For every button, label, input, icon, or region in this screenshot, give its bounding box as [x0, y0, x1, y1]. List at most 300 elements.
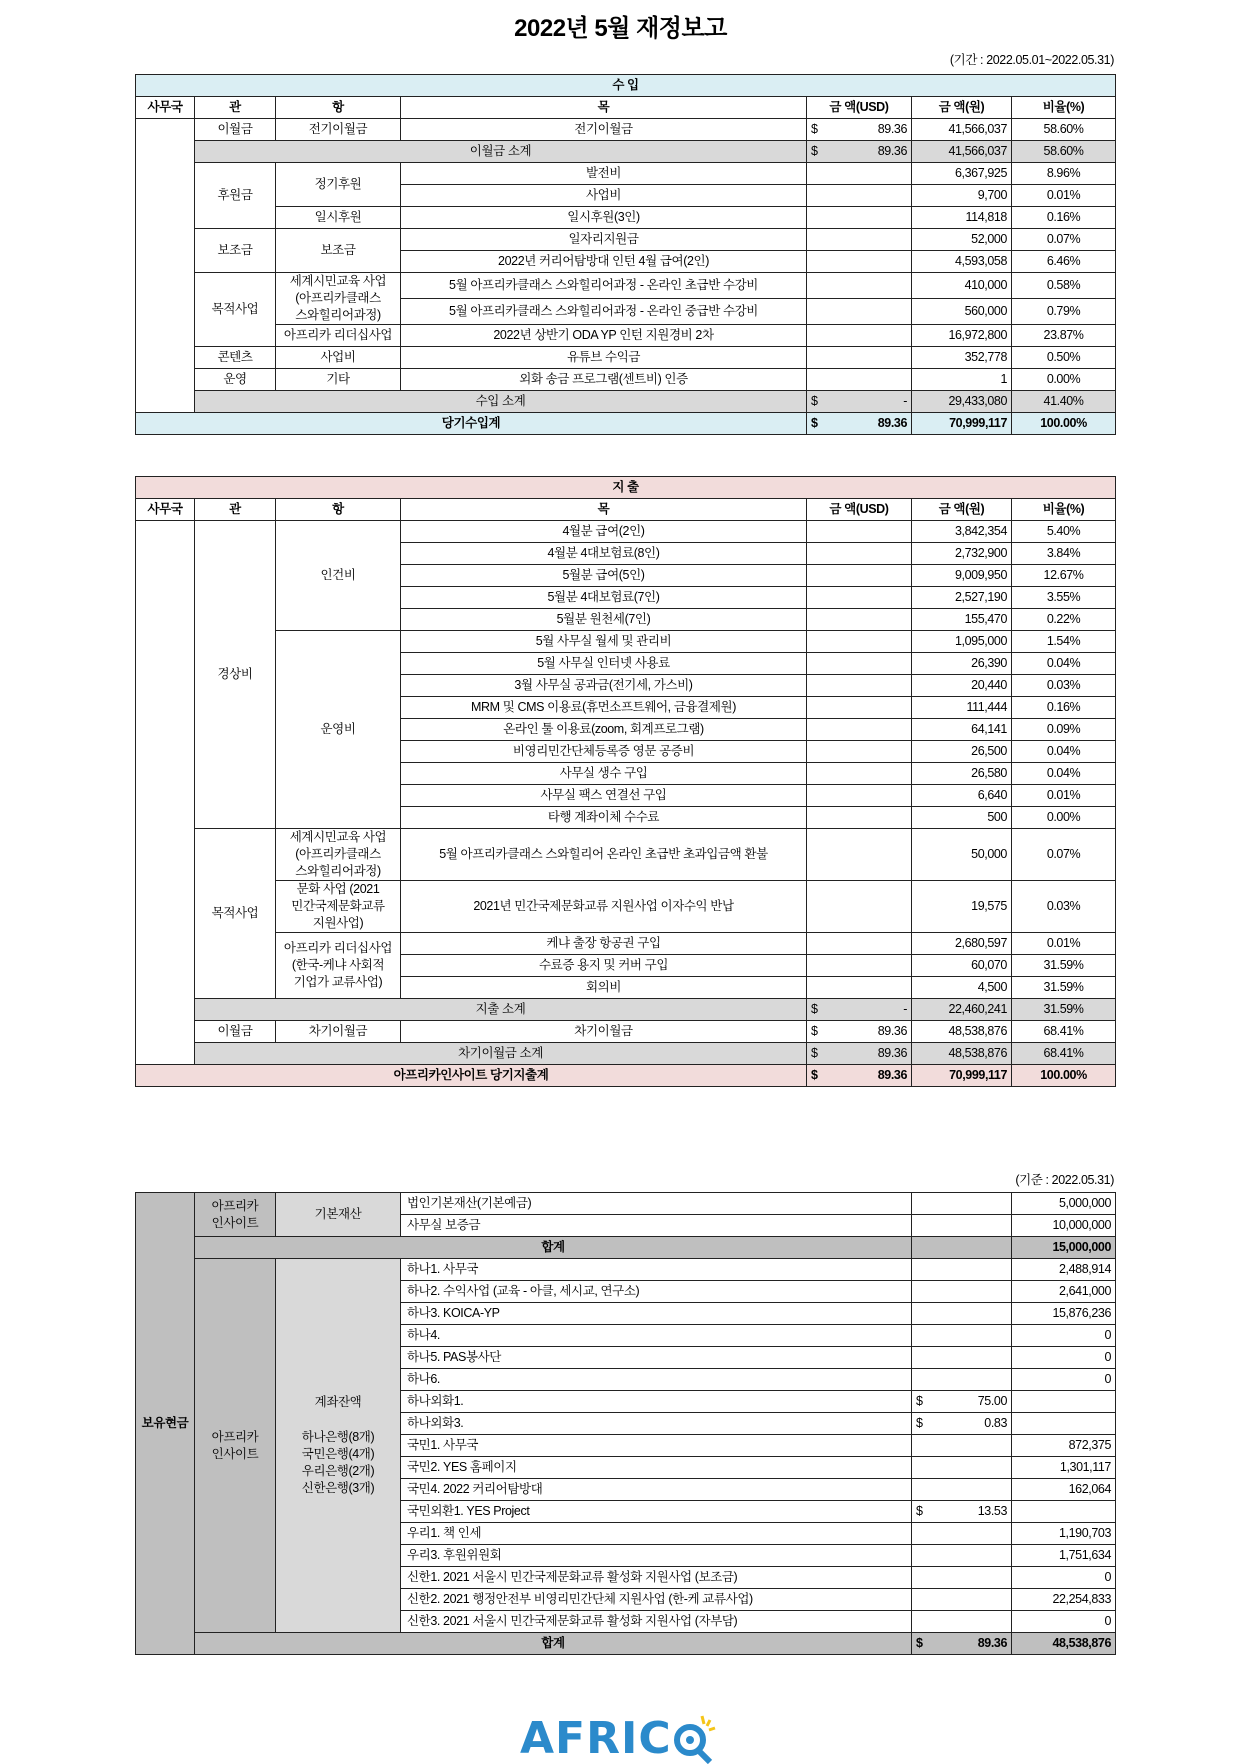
- ratio: 0.01%: [1012, 933, 1116, 955]
- krw-amount: 9,700: [912, 185, 1012, 207]
- krw-balance: 872,375: [1012, 1435, 1116, 1457]
- income-table: [135, 74, 1116, 435]
- mok-cell: 케냐 출장 항공권 구입: [401, 933, 807, 955]
- column-header-mok: 목: [401, 499, 807, 521]
- mok-cell: 일시후원(3인): [401, 207, 807, 229]
- krw-amount: 26,500: [912, 741, 1012, 763]
- ratio: 6.46%: [1012, 251, 1116, 273]
- krw-amount: 22,460,241: [912, 999, 1012, 1021]
- dollar-sign: $: [811, 394, 818, 408]
- account-name: 하나외화3.: [401, 1413, 912, 1435]
- krw-amount: 41,566,037: [912, 119, 1012, 141]
- usd-amount-cell: [807, 609, 912, 631]
- usd-amount-cell: [912, 1611, 1012, 1633]
- grand-total-row: [136, 1065, 1116, 1087]
- krw-amount: 64,141: [912, 719, 1012, 741]
- usd-amount-cell: [807, 185, 912, 207]
- usd-value: 89.36: [877, 1024, 907, 1038]
- account-name: 하나2. 수익사업 (교육 - 아클, 세시교, 연구소): [401, 1281, 912, 1303]
- usd-amount-cell: [912, 1259, 1012, 1281]
- krw-balance: 2,641,000: [1012, 1281, 1116, 1303]
- hang-cell: 세계시민교육 사업 (아프리카클래스 스와힐리어과정): [276, 829, 401, 881]
- usd-amount-cell: [912, 1589, 1012, 1611]
- krw-amount: 50,000: [912, 829, 1012, 881]
- ratio: 0.03%: [1012, 881, 1116, 933]
- usd-amount-cell: [807, 1021, 912, 1043]
- cash-sum-label: 합계: [195, 1237, 912, 1259]
- usd-amount-cell: [912, 1479, 1012, 1501]
- krw-amount: 4,500: [912, 977, 1012, 999]
- hang-cell: 인건비: [276, 521, 401, 631]
- krw-amount: 2,527,190: [912, 587, 1012, 609]
- table-row: [136, 325, 1116, 347]
- usd-amount-cell: [807, 543, 912, 565]
- column-header-gwan: 관: [195, 499, 276, 521]
- bank-count: 하나은행(8개): [301, 1430, 375, 1444]
- gwan-cell: 이월금: [195, 1021, 276, 1043]
- gwan-cell: 이월금: [195, 119, 276, 141]
- krw-amount: 560,000: [912, 299, 1012, 325]
- krw-balance: 0: [1012, 1369, 1116, 1391]
- gwan-cell: 목적사업: [195, 829, 276, 999]
- mok-cell: 4월분 4대보험료(8인): [401, 543, 807, 565]
- krw-balance: 0: [1012, 1347, 1116, 1369]
- account-name: 하나3. KOICA-YP: [401, 1303, 912, 1325]
- usd-value: 89.36: [977, 1636, 1007, 1650]
- krw-amount: 410,000: [912, 273, 1012, 299]
- logo-text: AFRIC: [520, 1712, 672, 1764]
- mok-cell: 5월 아프리카클래스 스와힐리어과정 - 온라인 중급반 수강비: [401, 299, 807, 325]
- krw-amount: 26,390: [912, 653, 1012, 675]
- usd-value: 89.36: [877, 1046, 907, 1060]
- gwan-cell: 운영: [195, 369, 276, 391]
- krw-amount: 41,566,037: [912, 141, 1012, 163]
- usd-amount-cell: [807, 675, 912, 697]
- usd-amount-cell: [807, 697, 912, 719]
- hang-cell: 보조금: [276, 229, 401, 273]
- mok-cell: 온라인 툴 이용료(zoom, 회계프로그램): [401, 719, 807, 741]
- mok-cell: 차기이월금: [401, 1021, 807, 1043]
- usd-amount-cell: [807, 785, 912, 807]
- krw-amount: 2,680,597: [912, 933, 1012, 955]
- grand-total-ratio: 100.00%: [1012, 413, 1116, 435]
- account-name: 하나4.: [401, 1325, 912, 1347]
- subtotal-label: 지출 소계: [195, 999, 807, 1021]
- krw-amount: 48,538,876: [912, 1043, 1012, 1065]
- account-name: 하나5. PAS봉사단: [401, 1347, 912, 1369]
- gwan-cell: 보조금: [195, 229, 276, 273]
- usd-amount-cell: [807, 163, 912, 185]
- account-name: 국민2. YES 홈페이지: [401, 1457, 912, 1479]
- hang-cell: 아프리카 리더십사업 (한국-케냐 사회적 기업가 교류사업): [276, 933, 401, 999]
- account-name: 사무실 보증금: [401, 1215, 912, 1237]
- ratio: 58.60%: [1012, 141, 1116, 163]
- krw-amount: 352,778: [912, 347, 1012, 369]
- office-cell: [136, 119, 195, 413]
- usd-amount-cell: [807, 299, 912, 325]
- org-cell: 아프리카 인사이트: [195, 1193, 276, 1237]
- expense-header-row: [136, 477, 1116, 499]
- usd-value: 13.53: [977, 1504, 1007, 1518]
- mok-cell: 사무실 팩스 연결선 구입: [401, 785, 807, 807]
- gwan-cell: 경상비: [195, 521, 276, 829]
- mok-cell: 타행 계좌이체 수수료: [401, 807, 807, 829]
- bank-count: 신한은행(3개): [301, 1481, 375, 1495]
- mok-cell: 4월분 급여(2인): [401, 521, 807, 543]
- ratio: 41.40%: [1012, 391, 1116, 413]
- usd-amount-cell: [807, 1043, 912, 1065]
- usd-amount-cell: [807, 229, 912, 251]
- mok-cell: 5월 사무실 월세 및 관리비: [401, 631, 807, 653]
- ratio: 0.04%: [1012, 741, 1116, 763]
- column-header-hang: 항: [276, 97, 401, 119]
- hang-cell: 전기이월금: [276, 119, 401, 141]
- krw-amount: 1: [912, 369, 1012, 391]
- gwan-cell: 콘텐츠: [195, 347, 276, 369]
- usd-amount-cell: [912, 1501, 1012, 1523]
- mok-cell: 외화 송금 프로그램(센트비) 인증: [401, 369, 807, 391]
- krw-amount: 2,732,900: [912, 543, 1012, 565]
- krw-amount: 52,000: [912, 229, 1012, 251]
- ratio: 0.16%: [1012, 207, 1116, 229]
- krw-balance: [1012, 1501, 1116, 1523]
- krw-balance: 10,000,000: [1012, 1215, 1116, 1237]
- usd-amount-cell: [807, 207, 912, 229]
- dollar-sign: $: [916, 1636, 923, 1650]
- hang-cell: 문화 사업 (2021 민간국제문화교류 지원사업): [276, 881, 401, 933]
- usd-amount-cell: [807, 587, 912, 609]
- magnifier-logo-icon: [672, 1712, 718, 1764]
- account-name: 우리3. 후원위원회: [401, 1545, 912, 1567]
- krw-amount: 4,593,058: [912, 251, 1012, 273]
- ratio: 68.41%: [1012, 1043, 1116, 1065]
- hang-cell: 기타: [276, 369, 401, 391]
- ratio: 8.96%: [1012, 163, 1116, 185]
- usd-amount-cell: [912, 1391, 1012, 1413]
- usd-amount-cell: [912, 1435, 1012, 1457]
- usd-amount-cell: [912, 1567, 1012, 1589]
- bank-count: 국민은행(4개): [301, 1447, 375, 1461]
- usd-amount-cell: [807, 347, 912, 369]
- table-row: [136, 881, 1116, 933]
- hang-cell: 사업비: [276, 347, 401, 369]
- mok-cell: 비영리민간단체등록증 영문 공증비: [401, 741, 807, 763]
- mok-cell: 전기이월금: [401, 119, 807, 141]
- subtotal-label: 수입 소계: [195, 391, 807, 413]
- usd-amount-cell: [807, 881, 912, 933]
- usd-amount-cell: [807, 1065, 912, 1087]
- page-title: 2022년 5월 재정보고: [514, 15, 727, 42]
- krw-amount: 26,580: [912, 763, 1012, 785]
- usd-amount-cell: [912, 1523, 1012, 1545]
- mok-cell: 5월분 4대보험료(7인): [401, 587, 807, 609]
- usd-value: 89.36: [877, 144, 907, 158]
- mok-cell: 2022년 상반기 ODA YP 인턴 지원경비 2차: [401, 325, 807, 347]
- usd-amount-cell: [807, 273, 912, 299]
- account-name: 국민1. 사무국: [401, 1435, 912, 1457]
- gwan-cell: 목적사업: [195, 273, 276, 347]
- usd-amount-cell: [807, 631, 912, 653]
- column-header-mok: 목: [401, 97, 807, 119]
- usd-value: 89.36: [877, 122, 907, 136]
- krw-balance: 162,064: [1012, 1479, 1116, 1501]
- column-header-hang: 항: [276, 499, 401, 521]
- krw-balance: 5,000,000: [1012, 1193, 1116, 1215]
- ratio: 3.84%: [1012, 543, 1116, 565]
- table-row: [136, 207, 1116, 229]
- usd-amount-cell: [912, 1633, 1012, 1655]
- usd-value: -: [903, 1002, 907, 1016]
- ratio: 0.00%: [1012, 807, 1116, 829]
- dollar-sign: $: [811, 122, 818, 136]
- table-row: [136, 1021, 1116, 1043]
- ratio: 68.41%: [1012, 1021, 1116, 1043]
- hang-cell: 아프리카 리더십사업: [276, 325, 401, 347]
- usd-amount-cell: [807, 653, 912, 675]
- usd-amount-cell: [912, 1369, 1012, 1391]
- ratio: 31.59%: [1012, 955, 1116, 977]
- mok-cell: 사무실 생수 구입: [401, 763, 807, 785]
- mok-cell: 2021년 민간국제문화교류 지원사업 이자수익 반납: [401, 881, 807, 933]
- grand-total-row: [136, 413, 1116, 435]
- hang-cell: 운영비: [276, 631, 401, 829]
- ratio: 0.04%: [1012, 763, 1116, 785]
- krw-amount: 6,640: [912, 785, 1012, 807]
- krw-balance: 15,876,236: [1012, 1303, 1116, 1325]
- dollar-sign: $: [811, 1046, 818, 1060]
- usd-amount-cell: [807, 741, 912, 763]
- usd-amount-cell: [807, 119, 912, 141]
- mok-cell: 유튜브 수익금: [401, 347, 807, 369]
- usd-amount-cell: [807, 413, 912, 435]
- krw-amount: 3,842,354: [912, 521, 1012, 543]
- table-row: [136, 521, 1116, 543]
- subtotal-row: [136, 1043, 1116, 1065]
- usd-amount-cell: [807, 955, 912, 977]
- hang-cell: [276, 1259, 401, 1633]
- account-name: 하나외화1.: [401, 1391, 912, 1413]
- krw-balance: 0: [1012, 1325, 1116, 1347]
- hang-cell: [276, 1193, 401, 1237]
- usd-amount-cell: [807, 391, 912, 413]
- usd-value: 89.36: [877, 416, 907, 430]
- usd-amount-cell: [912, 1215, 1012, 1237]
- grand-total-ratio: 100.00%: [1012, 1065, 1116, 1087]
- ratio: 3.55%: [1012, 587, 1116, 609]
- usd-amount-cell: [912, 1347, 1012, 1369]
- usd-amount-cell: [807, 999, 912, 1021]
- column-header-row: [136, 97, 1116, 119]
- ratio: 58.60%: [1012, 119, 1116, 141]
- krw-balance: 1,190,703: [1012, 1523, 1116, 1545]
- period-note: (기간 : 2022.05.01~2022.05.31): [949, 53, 1114, 67]
- dollar-sign: $: [811, 144, 818, 158]
- ratio: 0.03%: [1012, 675, 1116, 697]
- ratio: 23.87%: [1012, 325, 1116, 347]
- mok-cell: 5월 아프리카클래스 스와힐리어 온라인 초급반 초과입금액 환불: [401, 829, 807, 881]
- income-header: 수 입: [136, 75, 1116, 97]
- account-name: 하나1. 사무국: [401, 1259, 912, 1281]
- usd-value: 75.00: [977, 1394, 1007, 1408]
- usd-value: 0.83: [984, 1416, 1007, 1430]
- account-name: 법인기본재산(기본예금): [401, 1193, 912, 1215]
- office-cell: [136, 521, 195, 1065]
- usd-amount-cell: [807, 325, 912, 347]
- usd-amount-cell: [807, 565, 912, 587]
- subtotal-row: [136, 141, 1116, 163]
- table-row: [136, 273, 1116, 299]
- usd-amount-cell: [912, 1457, 1012, 1479]
- dollar-sign: $: [811, 1002, 818, 1016]
- krw-balance: [1012, 1413, 1116, 1435]
- column-header-office: 사무국: [136, 97, 195, 119]
- column-header-krw: 금 액(원): [912, 499, 1012, 521]
- krw-amount: 155,470: [912, 609, 1012, 631]
- usd-amount-cell: [912, 1413, 1012, 1435]
- krw-amount: 6,367,925: [912, 163, 1012, 185]
- table-row: [136, 829, 1116, 881]
- krw-balance: 2,488,914: [1012, 1259, 1116, 1281]
- table-row: [136, 347, 1116, 369]
- krw-amount: 19,575: [912, 881, 1012, 933]
- ratio: 0.00%: [1012, 369, 1116, 391]
- mok-cell: 5월 아프리카클래스 스와힐리어과정 - 온라인 초급반 수강비: [401, 273, 807, 299]
- usd-amount-cell: [912, 1281, 1012, 1303]
- usd-amount-cell: [807, 763, 912, 785]
- hang-label: 계좌잔액: [314, 1395, 362, 1409]
- usd-amount-cell: [912, 1303, 1012, 1325]
- subtotal-row: [136, 391, 1116, 413]
- usd-amount-cell: [912, 1325, 1012, 1347]
- mok-cell: 발전비: [401, 163, 807, 185]
- column-header-usd: 금 액(USD): [807, 499, 912, 521]
- column-header-row: [136, 499, 1116, 521]
- dollar-sign: $: [916, 1504, 923, 1518]
- usd-amount-cell: [912, 1193, 1012, 1215]
- krw-balance: 22,254,833: [1012, 1589, 1116, 1611]
- table-row: [136, 631, 1116, 653]
- mok-cell: 2022년 커리어탐방대 인턴 4월 급여(2인): [401, 251, 807, 273]
- hang-cell: 세계시민교육 사업 (아프리카클래스 스와힐리어과정): [276, 273, 401, 325]
- column-header-usd: 금 액(USD): [807, 97, 912, 119]
- account-name: 하나6.: [401, 1369, 912, 1391]
- grand-total-label: 당기수입계: [136, 413, 807, 435]
- krw-balance: [1012, 1391, 1116, 1413]
- dollar-sign: $: [811, 416, 818, 430]
- mok-cell: MRM 및 CMS 이용료(휴먼소프트웨어, 금융결제원): [401, 697, 807, 719]
- cash-on-hand-label: 보유현금: [136, 1193, 195, 1655]
- krw-amount: 1,095,000: [912, 631, 1012, 653]
- usd-amount-cell: [807, 719, 912, 741]
- dollar-sign: $: [811, 1024, 818, 1038]
- usd-amount-cell: [807, 521, 912, 543]
- mok-cell: 5월 사무실 인터넷 사용료: [401, 653, 807, 675]
- hang-cell: 일시후원: [276, 207, 401, 229]
- table-row: [136, 933, 1116, 955]
- usd-amount-cell: [912, 1545, 1012, 1567]
- usd-amount-cell: [807, 807, 912, 829]
- cash-sum-krw: 48,538,876: [1012, 1633, 1116, 1655]
- subtotal-label: 차기이월금 소계: [195, 1043, 807, 1065]
- krw-amount: 60,070: [912, 955, 1012, 977]
- cash-sum-krw: 15,000,000: [1012, 1237, 1116, 1259]
- usd-value: -: [903, 394, 907, 408]
- krw-amount: 500: [912, 807, 1012, 829]
- krw-amount: 29,433,080: [912, 391, 1012, 413]
- cash-sum-row: [136, 1633, 1116, 1655]
- gwan-cell: 후원금: [195, 163, 276, 229]
- org-cell: 아프리카 인사이트: [195, 1259, 276, 1633]
- krw-amount: 20,440: [912, 675, 1012, 697]
- mok-cell: 사업비: [401, 185, 807, 207]
- krw-balance: 1,751,634: [1012, 1545, 1116, 1567]
- usd-amount-cell: [807, 977, 912, 999]
- usd-value: 89.36: [877, 1068, 907, 1082]
- table-row: [136, 369, 1116, 391]
- ratio: 0.04%: [1012, 653, 1116, 675]
- krw-balance: 1,301,117: [1012, 1457, 1116, 1479]
- usd-amount-cell: [807, 829, 912, 881]
- account-name: 신한2. 2021 행정안전부 비영리민간단체 지원사업 (한-케 교류사업): [401, 1589, 912, 1611]
- column-header-pct: 비율(%): [1012, 97, 1116, 119]
- account-name: 국민외환1. YES Project: [401, 1501, 912, 1523]
- cash-basis-note: (기준 : 2022.05.31): [1015, 1173, 1114, 1187]
- account-name: 신한1. 2021 서울시 민간국제문화교류 활성화 지원사업 (보조금): [401, 1567, 912, 1589]
- krw-amount: 111,444: [912, 697, 1012, 719]
- column-header-pct: 비율(%): [1012, 499, 1116, 521]
- krw-balance: 0: [1012, 1567, 1116, 1589]
- account-name: 신한3. 2021 서울시 민간국제문화교류 활성화 지원사업 (자부담): [401, 1611, 912, 1633]
- grand-total-krw: 70,999,117: [912, 413, 1012, 435]
- cash-row: [136, 1259, 1116, 1281]
- ratio: 0.79%: [1012, 299, 1116, 325]
- cash-row: [136, 1193, 1116, 1215]
- grand-total-label: 아프리카인사이트 당기지출계: [136, 1065, 807, 1087]
- column-header-gwan: 관: [195, 97, 276, 119]
- ratio: 0.22%: [1012, 609, 1116, 631]
- table-row: [136, 229, 1116, 251]
- ratio: 12.67%: [1012, 565, 1116, 587]
- dollar-sign: $: [916, 1416, 923, 1430]
- cash-sum-row: [136, 1237, 1116, 1259]
- ratio: 0.58%: [1012, 273, 1116, 299]
- usd-amount-cell: [807, 251, 912, 273]
- column-header-krw: 금 액(원): [912, 97, 1012, 119]
- ratio: 31.59%: [1012, 999, 1116, 1021]
- ratio: 0.01%: [1012, 185, 1116, 207]
- dollar-sign: $: [916, 1394, 923, 1408]
- cash-sum-label: 합계: [195, 1633, 912, 1655]
- mok-cell: 일자리지원금: [401, 229, 807, 251]
- ratio: 0.50%: [1012, 347, 1116, 369]
- column-header-office: 사무국: [136, 499, 195, 521]
- subtotal-row: [136, 999, 1116, 1021]
- dollar-sign: $: [811, 1068, 818, 1082]
- account-name: 우리1. 책 인세: [401, 1523, 912, 1545]
- usd-amount-cell: [807, 933, 912, 955]
- ratio: 0.09%: [1012, 719, 1116, 741]
- table-row: [136, 119, 1116, 141]
- hang-label: 기본재산: [314, 1207, 362, 1221]
- ratio: 0.07%: [1012, 229, 1116, 251]
- africa-insight-logo: [520, 1712, 718, 1764]
- krw-amount: 114,818: [912, 207, 1012, 229]
- mok-cell: 5월분 급여(5인): [401, 565, 807, 587]
- ratio: 1.54%: [1012, 631, 1116, 653]
- expense-header: 지 출: [136, 477, 1116, 499]
- grand-total-krw: 70,999,117: [912, 1065, 1012, 1087]
- mok-cell: 5월분 원천세(7인): [401, 609, 807, 631]
